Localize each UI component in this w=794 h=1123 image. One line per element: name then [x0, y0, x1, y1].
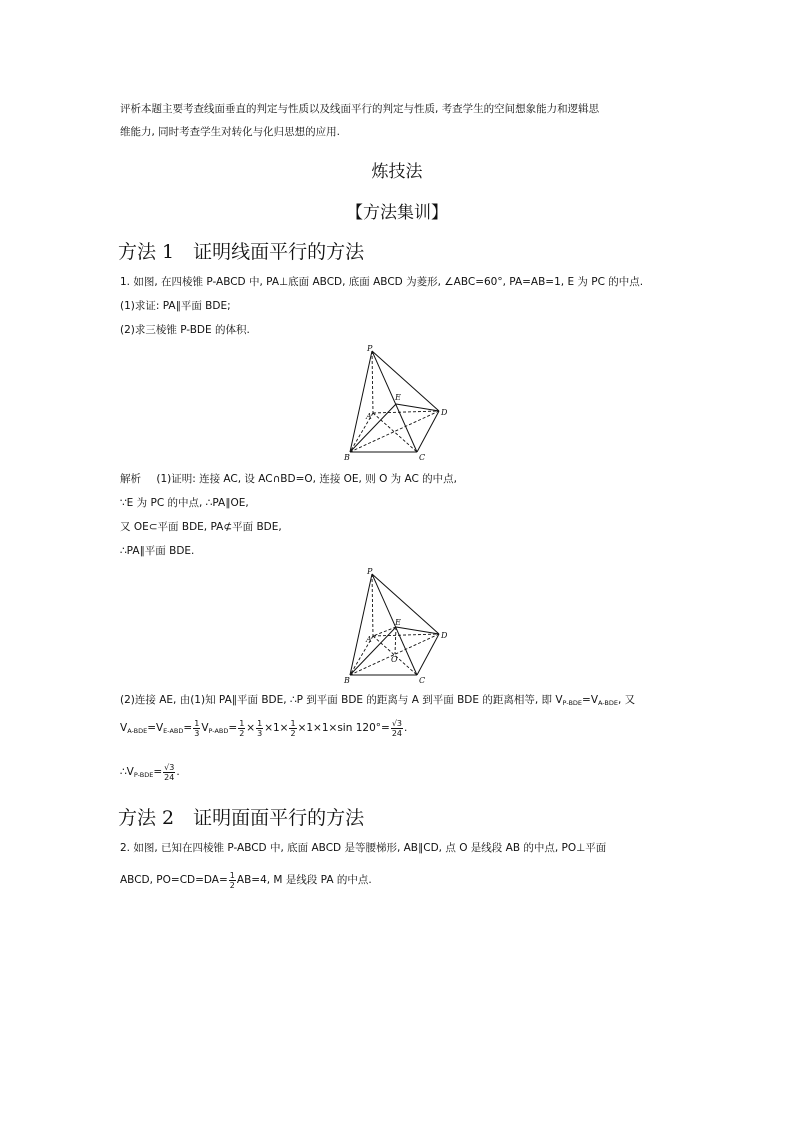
- label-o: O: [391, 655, 398, 664]
- edge-pb: [350, 574, 372, 675]
- fraction-one-third: $\frac{1}{3}$: [257, 718, 263, 738]
- edge-eo: [395, 627, 396, 654]
- solution-line-3: 又 OE⊂平面 BDE, PA⊄平面 BDE,: [120, 521, 282, 533]
- label-e: E: [395, 393, 401, 402]
- method2-heading: 方法 2 证明面面平行的方法: [118, 807, 365, 829]
- label-p: P: [367, 344, 373, 353]
- label-d: D: [441, 408, 448, 417]
- edge-ac: [373, 413, 417, 452]
- edge-ad: [373, 634, 439, 636]
- label-b: B: [344, 453, 350, 462]
- solution-final: $\therefore V_{P-BDE}=$ $\frac{√3}{24}$ .: [120, 762, 180, 782]
- problem-2-line-2: ABCD, PO=CD=DA= $\frac{1}{2}$ AB=4, M 是线段 PA 的中点.: [120, 870, 372, 890]
- edge-pb: [350, 351, 372, 452]
- fraction-sqrt3-over-24: $\frac{√3}{24}$: [391, 718, 402, 738]
- fraction-one-half: $\frac{1}{2}$: [229, 870, 235, 890]
- edge-pa: [372, 351, 373, 413]
- edge-cd: [417, 634, 439, 675]
- edge-pa: [372, 574, 373, 636]
- subsection-title: 【方法集训】: [346, 203, 448, 223]
- edge-bd: [350, 411, 439, 452]
- fraction-one-third: $\frac{1}{3}$: [194, 718, 200, 738]
- problem-2-line-1: 2. 如图, 已知在四棱锥 P-ABCD 中, 底面 ABCD 是等腰梯形, AB∥CD, 点 O 是线段 AB 的中点, PO⊥平面: [120, 842, 607, 854]
- problem-1-q2: (2)求三棱锥 P-BDE 的体积.: [120, 324, 250, 336]
- fraction-sqrt3-over-24: $\frac{√3}{24}$: [164, 762, 175, 782]
- section-title: 炼技法: [371, 162, 423, 182]
- edge-pd: [372, 574, 439, 634]
- edge-cd: [417, 411, 439, 452]
- solution-line-2: ∵E 为 PC 的中点, ∴PA∥OE,: [120, 497, 249, 509]
- solution-line-4: ∴PA∥平面 BDE.: [120, 545, 195, 557]
- label-c: C: [419, 676, 426, 685]
- label-e: E: [395, 618, 401, 627]
- edge-pd: [372, 351, 439, 411]
- problem-1-q1: (1)求证: PA∥平面 BDE;: [120, 300, 231, 312]
- solution-line-5: (2)连接 AE, 由(1)知 PA∥平面 BDE, ∴P 到平面 BDE 的距离与 A 到平面 BDE 的距离相等, 即 $V_{P-BDE}=V_{A-BDE}$, 又: [120, 694, 636, 707]
- label-a: A: [366, 635, 372, 644]
- pyramid-figure-1: [330, 342, 460, 464]
- fraction-one-half: $\frac{1}{2}$: [239, 718, 245, 738]
- method1-heading: 方法 1 证明线面平行的方法: [118, 241, 365, 263]
- fraction-one-half: $\frac{1}{2}$: [290, 718, 296, 738]
- intro-line-2: 维能力, 同时考查学生对转化与化归思想的应用.: [120, 126, 341, 138]
- label-p: P: [367, 567, 373, 576]
- pyramid-figure-2: [330, 565, 460, 687]
- edge-ad: [373, 411, 439, 413]
- label-c: C: [419, 453, 426, 462]
- label-d: D: [441, 631, 448, 640]
- problem-1: 1. 如图, 在四棱锥 P-ABCD 中, PA⊥底面 ABCD, 底面 ABCD 为菱形, ∠ABC=60°, PA=AB=1, E 为 PC 的中点.: [120, 276, 644, 288]
- intro-line-1: 评析本题主要考查线面垂直的判定与性质以及线面平行的判定与性质, 考查学生的空间想象能力和逻辑思: [120, 103, 600, 115]
- label-b: B: [344, 676, 350, 685]
- solution-line-1: [120, 472, 457, 486]
- solution-label: 解析: [120, 473, 141, 485]
- solution-equation: $V_{A-BDE}=V_{E-ABD}=$ $\frac{1}{3}$ $V_{P-ABD}=$ $\frac{1}{2}$ × $\frac{1}{3}$ ×1× $\frac{1}{2}$ ×1×1×sin 120°= $\frac{√3}{24}$ .: [120, 718, 408, 738]
- edge-ea: [373, 627, 396, 636]
- solution-step-1: (1)证明: 连接 AC, 设 AC∩BD=O, 连接 OE, 则 O 为 AC 的中点,: [156, 473, 458, 485]
- label-a: A: [366, 412, 372, 421]
